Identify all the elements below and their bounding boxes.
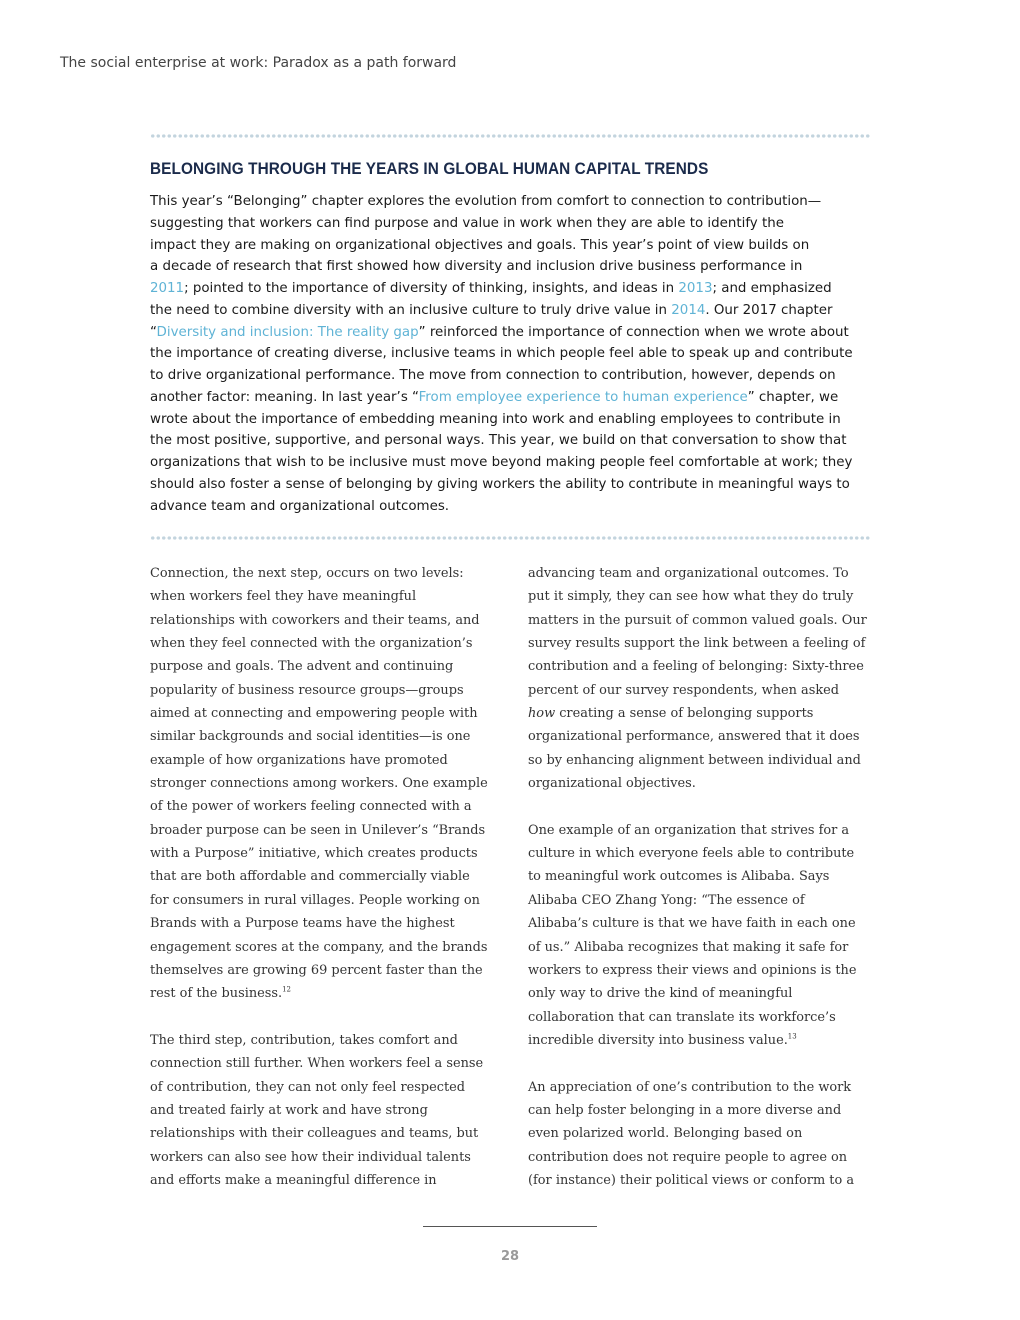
- body-line: popularity of business resource groups—groups: [150, 682, 464, 698]
- paragraph: [528, 1076, 873, 1193]
- paragraph-gap: [150, 1006, 495, 1029]
- body-line: collaboration that can translate its workforce’s: [528, 1009, 836, 1025]
- body-line: and efforts make a meaningful difference in: [150, 1172, 437, 1188]
- body-line: relationships with their colleagues and teams, but: [150, 1126, 479, 1142]
- body-line: survey results support the link between a feeling of: [528, 636, 866, 652]
- sidebar-line: [150, 387, 872, 409]
- sidebar-line: impact they are making on organizational objectives and goals. This year’s point of view builds on: [150, 237, 810, 253]
- page-number: 28: [500, 1249, 520, 1264]
- paragraph-gap: [528, 795, 873, 818]
- body-line: contribution does not require people to agree on: [528, 1149, 848, 1165]
- sidebar-line: suggesting that workers can find purpose and value in work when they are able to identify the: [150, 215, 784, 231]
- body-line: relationships with coworkers and their teams, and: [150, 612, 480, 628]
- sidebar-line: [150, 278, 872, 300]
- paragraph-gap: [528, 1052, 873, 1075]
- sidebar-line: a decade of research that first showed how diversity and inclusion drive business performance in: [150, 259, 803, 275]
- sidebar-line: [150, 322, 872, 344]
- footer-rule: [423, 1226, 597, 1227]
- sidebar-text: another factor: meaning. In last year’s “: [150, 389, 419, 405]
- link-human-experience[interactable]: From employee experience to human experience: [418, 389, 748, 405]
- sidebar-line: [150, 300, 872, 322]
- dotted-divider-bottom: [150, 535, 870, 541]
- body-line: [528, 1029, 873, 1052]
- body-line: of us.” Alibaba recognizes that making it safe for: [528, 939, 849, 955]
- body-line: aimed at connecting and empowering people with: [150, 706, 478, 722]
- sidebar-text: ” chapter, we: [747, 389, 839, 405]
- body-line: An appreciation of one’s contribution to the work: [528, 1079, 852, 1095]
- sidebar-title: BELONGING THROUGH THE YEARS IN GLOBAL HUMAN CAPITAL TRENDS: [150, 160, 709, 178]
- body-line: even polarized world. Belonging based on: [528, 1126, 803, 1142]
- sidebar-line: organizations that wish to be inclusive must move beyond making people feel comfortable at work; they: [150, 455, 853, 470]
- sidebar-text: . Our 2017 chapter: [705, 302, 833, 318]
- body-line: of the power of workers feeling connected with a: [150, 799, 472, 815]
- sidebar-line: wrote about the importance of embedding meaning into work and enabling employees to contribute in: [150, 411, 841, 427]
- body-line: workers can also see how their individual talents: [150, 1149, 471, 1165]
- body-line: culture in which everyone feels able to contribute: [528, 846, 855, 862]
- link-reality-gap[interactable]: Diversity and inclusion: The reality gap: [156, 324, 419, 340]
- body-line: with a Purpose” initiative, which creates products: [150, 846, 478, 862]
- body-line: organizational performance, answered that it does: [528, 729, 860, 745]
- body-line: Alibaba CEO Zhang Yong: “The essence of: [528, 892, 805, 908]
- body-line: [528, 702, 873, 725]
- body-line: engagement scores at the company, and the brands: [150, 939, 488, 955]
- body-line: when workers feel they have meaningful: [150, 589, 417, 605]
- left-column: [150, 562, 495, 1192]
- paragraph: [150, 562, 495, 982]
- body-text: incredible diversity into business value.: [528, 1032, 788, 1048]
- body-line: only way to drive the kind of meaningful: [528, 986, 793, 1002]
- body-line: similar backgrounds and social identities—is one: [150, 729, 471, 745]
- body-text: creating a sense of belonging supports: [555, 706, 814, 722]
- link-2011[interactable]: 2011: [150, 281, 185, 296]
- body-line: that are both affordable and commercially viable: [150, 869, 470, 885]
- body-line: The third step, contribution, takes comfort and: [150, 1032, 458, 1048]
- body-line: workers to express their views and opinions is the: [528, 962, 857, 978]
- sidebar-text: ; and emphasized: [712, 281, 832, 296]
- body-line: purpose and goals. The advent and continuing: [150, 659, 454, 675]
- sidebar-text: ; pointed to the importance of diversity of thinking, insights, and ideas in: [184, 281, 679, 296]
- sidebar-line: advance team and organizational outcomes.: [150, 498, 450, 514]
- sidebar-line: the importance of creating diverse, inclusive teams in which people feel able to speak up and contribute: [150, 346, 853, 362]
- body-line: connection still further. When workers feel a sense: [150, 1056, 484, 1072]
- body-line: so by enhancing alignment between individual and: [528, 752, 861, 768]
- body-line: for consumers in rural villages. People working on: [150, 892, 480, 908]
- body-line: advancing team and organizational outcomes. To: [528, 566, 849, 581]
- sidebar-text: the need to combine diversity with an inclusive culture to truly drive value in: [150, 302, 672, 318]
- body-line: can help foster belonging in a more diverse and: [528, 1102, 842, 1118]
- link-2013[interactable]: 2013: [678, 281, 713, 296]
- dotted-divider-top: [150, 133, 870, 139]
- right-column: [528, 562, 873, 1192]
- body-line: themselves are growing 69 percent faster than the: [150, 962, 483, 978]
- body-line: matters in the pursuit of common valued goals. Our: [528, 612, 867, 628]
- paragraph: [528, 819, 873, 1029]
- footnote-ref-12[interactable]: 12: [282, 985, 291, 994]
- sidebar-text: ” reinforced the importance of connection when we wrote about: [418, 324, 849, 340]
- sidebar-line: This year’s “Belonging” chapter explores the evolution from comfort to connection to contribution—: [150, 194, 822, 209]
- body-line: Brands with a Purpose teams have the highest: [150, 916, 455, 932]
- sidebar-line: should also foster a sense of belonging by giving workers the ability to contribute in meaningful ways to: [150, 476, 850, 492]
- body-line: broader purpose can be seen in Unilever’s “Brands: [150, 822, 486, 838]
- sidebar-text: “: [150, 324, 157, 340]
- body-line: (for instance) their political views or conform to a: [528, 1172, 855, 1188]
- link-2014[interactable]: 2014: [671, 302, 706, 318]
- body-line: when they feel connected with the organization’s: [150, 636, 473, 652]
- body-line: stronger connections among workers. One example: [150, 776, 488, 792]
- body-line: contribution and a feeling of belonging: Sixty-three: [528, 659, 864, 675]
- paragraph: [528, 562, 873, 702]
- paragraph-continued: [528, 725, 873, 795]
- body-line: and treated fairly at work and have strong: [150, 1102, 428, 1118]
- body-line: percent of our survey respondents, when asked: [528, 682, 840, 698]
- body-line: to meaningful work outcomes is Alibaba. Says: [528, 869, 830, 885]
- sidebar-line: the most positive, supportive, and personal ways. This year, we build on that conversation to show that: [150, 433, 847, 449]
- running-header: The social enterprise at work: Paradox as a path forward: [60, 55, 457, 71]
- body-text: rest of the business.: [150, 986, 283, 1002]
- body-line: example of how organizations have promoted: [150, 752, 448, 768]
- body-line: Alibaba’s culture is that we have faith in each one: [528, 916, 856, 932]
- body-line: organizational objectives.: [528, 776, 696, 792]
- sidebar-line: to drive organizational performance. The move from connection to contribution, however, depends on: [150, 368, 836, 383]
- body-line: put it simply, they can see how what they do truly: [528, 589, 854, 605]
- body-line: One example of an organization that strives for a: [528, 822, 850, 838]
- body-line: of contribution, they can not only feel respected: [150, 1079, 466, 1095]
- sidebar-body: [150, 191, 872, 517]
- footnote-ref-13[interactable]: 13: [787, 1032, 797, 1041]
- body-line: Connection, the next step, occurs on two levels:: [150, 566, 464, 581]
- body-line: [150, 982, 495, 1005]
- paragraph: [150, 1029, 495, 1192]
- emphasis-how: how: [528, 706, 556, 722]
